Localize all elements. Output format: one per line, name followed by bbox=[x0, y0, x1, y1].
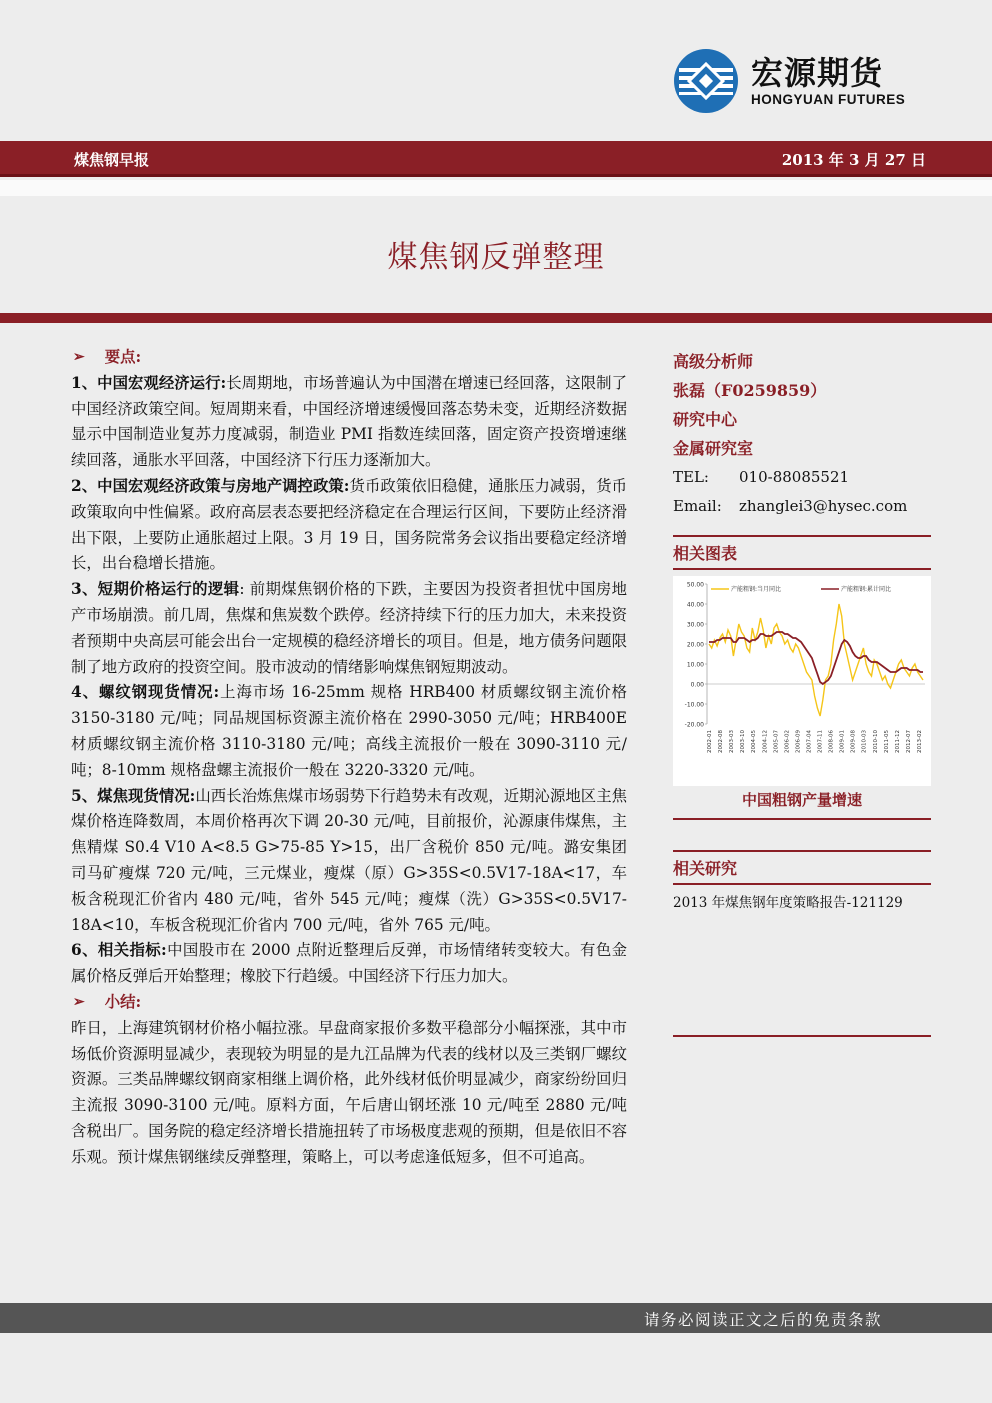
chart-end-rule bbox=[673, 818, 931, 820]
x-tick-label: 2003-10 bbox=[740, 730, 747, 753]
legend-label: 产能粗钢:当月同比 bbox=[731, 586, 782, 593]
research-item[interactable]: 2013 年煤焦钢年度策略报告-121129 bbox=[673, 895, 903, 911]
email-label: Email: bbox=[673, 497, 722, 515]
x-tick-label: 2012-07 bbox=[905, 730, 912, 753]
y-tick-label: 10.00 bbox=[686, 661, 704, 669]
disclaimer-text: 请务必阅读正文之后的免责条款 bbox=[643, 1311, 882, 1329]
analyst-title: 高级分析师 bbox=[673, 352, 754, 371]
charts-section bbox=[673, 535, 931, 570]
analyst-name: 张磊（F0259859） bbox=[673, 381, 827, 400]
y-tick-label: 50.00 bbox=[686, 581, 704, 589]
paragraph-macro-economy: 1、中国宏观经济运行:长周期地，市场普遍认为中国潜在增速已经回落，这限制了中国经济政策空间。短周期来看，中国经济增速缓慢回落态势未变，近期经济数据显示中国制造业复苏力度减弱，制造业 PMI 指数连续回落，固定资产投资增速继续回落，通胀水平回落，中国经济下行压力逐渐加大。 bbox=[71, 373, 627, 470]
x-tick-label: 2013-02 bbox=[917, 730, 923, 753]
analyst-dept: 研究中心 bbox=[673, 410, 738, 429]
x-tick-label: 2005-07 bbox=[773, 730, 780, 753]
paragraph-indicators: 6、相关指标:中国股市在 2000 点附近整理后反弹，市场情绪转变较大。有色金属价格反弹后开始整理；橡胶下行趋缓。中国经济下行压力加大。 bbox=[71, 941, 627, 986]
x-tick-label: 2004-12 bbox=[762, 730, 769, 753]
hongyuan-logo-icon bbox=[673, 48, 739, 114]
footer-bar bbox=[0, 1303, 992, 1333]
report-header-bar bbox=[0, 141, 992, 177]
header-band bbox=[0, 180, 992, 196]
chart-svg bbox=[673, 576, 931, 786]
x-tick-label: 2010-03 bbox=[861, 730, 868, 753]
series-line-2 bbox=[709, 632, 923, 684]
paragraph-macro-policy: 2、中国宏观经济政策与房地产调控政策:货币政策依旧稳健，通胀压力减弱，货币政策取向中性偏紧。政府高层表态要把经济稳定在合理运行区间，下要防止经济滑出下限，上要防止通胀超过上限。3 月 19 日，国务院常务会议指出要稳定经济增长，出台稳增长措施。 bbox=[71, 476, 627, 573]
report-date: 2013 年 3 月 27 日 bbox=[781, 151, 926, 169]
arrow-bullet-icon: ➢ bbox=[73, 349, 85, 365]
research-heading: 相关研究 bbox=[673, 856, 931, 885]
email-value[interactable]: zhanglei3@hysec.com bbox=[739, 497, 908, 515]
series-line-1 bbox=[709, 604, 923, 716]
paragraph-coal-spot: 5、煤焦现货情况:山西长治炼焦煤市场弱势下行趋势未有改观，近期沁源地区主焦煤价格连降数周，本周价格再次下调 20-30 元/吨，目前报价，沁源康伟煤焦，主焦精煤 S0.4 V10 A<8.5 G>75-85 Y>15，出厂含税价 850 元/吨。潞安集团司马矿瘦煤 720 元/吨，三元煤业，瘦煤（原）G>35S<0.5V17-18A<17，车板含税现汇价省内 480 元/吨，省外 545 元/吨；瘦煤（洗）G>35S<0.5V17-18A<10，车板含税现汇价省内 700 元/吨，省外 765 元/吨。 bbox=[71, 786, 627, 934]
x-tick-label: 2002-01 bbox=[707, 730, 713, 753]
x-tick-label: 2009-01 bbox=[839, 730, 846, 753]
research-end-rule bbox=[673, 1035, 931, 1037]
y-tick-label: 20.00 bbox=[686, 641, 704, 649]
x-tick-label: 2006-09 bbox=[795, 730, 802, 753]
arrow-bullet-icon: ➢ bbox=[73, 993, 85, 1010]
x-tick-label: 2009-08 bbox=[850, 730, 857, 753]
x-tick-label: 2004-05 bbox=[751, 730, 758, 753]
report-type: 煤焦钢早报 bbox=[74, 151, 150, 169]
logo-chinese-name: 宏源期货 bbox=[751, 54, 884, 92]
tel-label: TEL: bbox=[673, 468, 709, 486]
x-tick-label: 2007-04 bbox=[806, 730, 813, 753]
analyst-division: 金属研究室 bbox=[673, 439, 754, 458]
y-tick-label: -10.00 bbox=[684, 701, 704, 709]
research-section bbox=[673, 850, 931, 885]
x-tick-label: 2003-03 bbox=[729, 730, 736, 753]
charts-heading: 相关图表 bbox=[673, 541, 931, 570]
x-tick-label: 2007-11 bbox=[817, 730, 824, 753]
y-tick-label: 0.00 bbox=[690, 681, 704, 689]
key-points-heading: ➢ 要点: bbox=[71, 345, 627, 371]
title-rule bbox=[0, 313, 992, 323]
x-tick-label: 2006-02 bbox=[784, 730, 791, 753]
company-logo bbox=[673, 48, 905, 114]
email-row bbox=[673, 492, 931, 521]
x-tick-label: 2010-10 bbox=[872, 730, 879, 753]
y-tick-label: 30.00 bbox=[686, 621, 704, 629]
summary-heading: ➢ 小结: bbox=[71, 990, 627, 1016]
paragraph-rebar-spot: 4、螺纹钢现货情况:上海市场 16-25mm 规格 HRB400 材质螺纹钢主流价格 3150-3180 元/吨；同品规国标资源主流价格在 2990-3050 元/吨；HRB400E 材质螺纹钢主流价格 3110-3180 元/吨；高线主流报价一般在 3090-3110 元/吨；8-10mm 规格盘螺主流报价一般在 3220-3320 元/吨。 bbox=[71, 683, 628, 779]
steel-output-chart bbox=[673, 576, 931, 786]
paragraph-summary: 昨日，上海建筑钢材价格小幅拉涨。早盘商家报价多数平稳部分小幅探涨，其中市场低价资源明显减少，表现较为明显的是九江品牌为代表的线材以及三类钢厂螺纹资源。三类品牌螺纹钢商家相继上调价格，此外线材低价明显减少，商家纷纷回归主流报 3090-3100 元/吨。原料方面，午后唐山钢坯涨 10 元/吨至 2880 元/吨含税出厂。国务院的稳定经济增长措施扭转了市场极度悲观的预期，但是依旧不容乐观。预计煤焦钢继续反弹整理，策略上，可以考虑逢低短多，但不可追高。 bbox=[71, 1018, 627, 1166]
tel-row bbox=[673, 463, 931, 492]
y-tick-label: -20.00 bbox=[684, 721, 704, 729]
main-content bbox=[71, 345, 627, 1171]
y-tick-label: 40.00 bbox=[686, 601, 704, 609]
chart-caption: 中国粗钢产量增速 bbox=[741, 791, 862, 809]
x-tick-label: 2011-12 bbox=[894, 730, 901, 753]
x-tick-label: 2008-06 bbox=[828, 730, 835, 753]
legend-label: 产能粗钢:累计同比 bbox=[841, 586, 892, 593]
x-tick-label: 2011-05 bbox=[883, 730, 890, 753]
x-tick-label: 2002-08 bbox=[718, 730, 725, 753]
logo-english-name: HONGYUAN FUTURES bbox=[751, 92, 906, 107]
tel-value: 010-88085521 bbox=[739, 468, 850, 486]
report-title: 煤焦钢反弹整理 bbox=[387, 240, 605, 275]
sidebar bbox=[673, 347, 931, 1037]
paragraph-price-logic: 3、短期价格运行的逻辑: 前期煤焦钢价格的下跌，主要因为投资者担忧中国房地产市场崩溃。前几周，焦煤和焦炭数个跌停。经济持续下行的压力加大，未来投资者预期中央高层可能会出台一定规模的稳经济增长的项目。但是，地方债务问题限制了地方政府的投资空间。股市波动的情绪影响煤焦钢短期波动。 bbox=[71, 580, 628, 676]
